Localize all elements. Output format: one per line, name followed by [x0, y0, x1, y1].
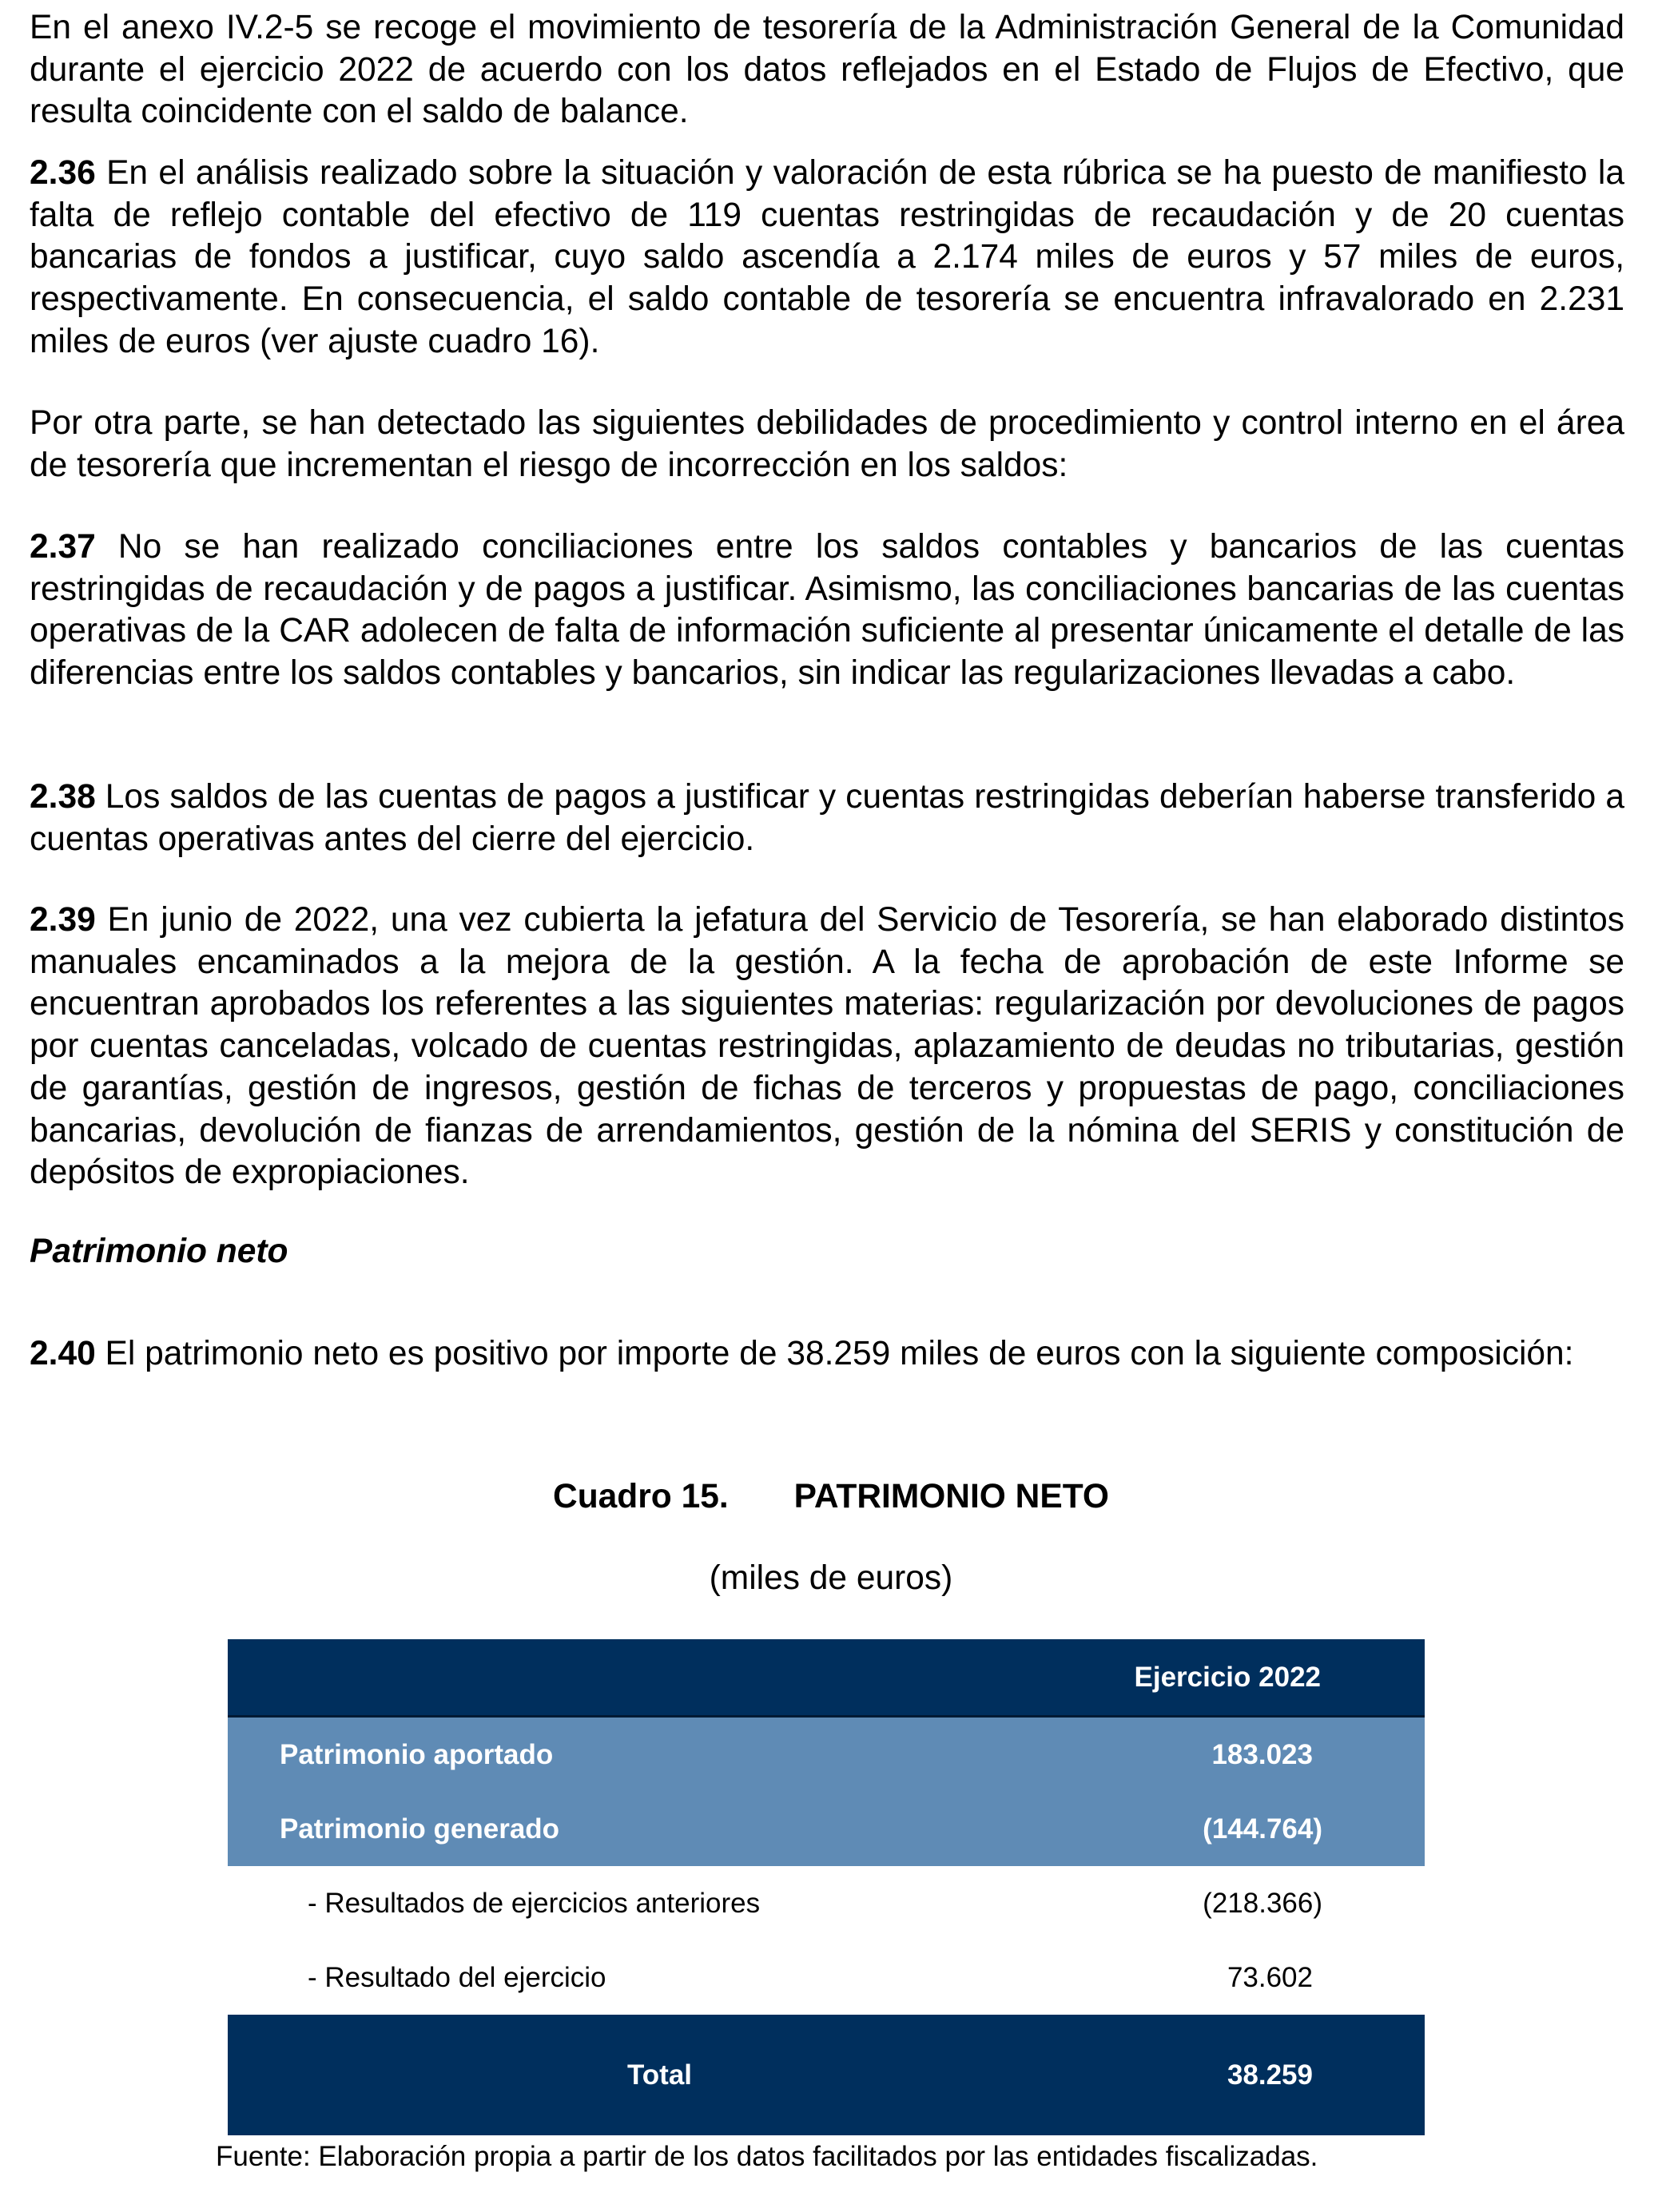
table-row: [228, 1718, 1425, 1792]
paragraph-2-37: [30, 526, 1624, 695]
paragraph-text: En el anexo IV.2-5 se recoge el movimiento de tesorería de la Administración General de la Comunidad durante el ejercicio 2022 de acuerdo con los datos reflejados en el Estado de Flujos de Efectivo, que resulta coincidente con el saldo de balance.: [30, 9, 1624, 131]
table-total-row: [228, 2015, 1425, 2135]
paragraph-text: Por otra parte, se han detectado las siguientes debilidades de procedimiento y control interno en el área de tesorería que incrementan el riesgo de incorrección en los saldos:: [30, 404, 1624, 484]
paragraph-number: 2.36: [30, 154, 96, 192]
paragraph-text: El patrimonio neto es positivo por importe de 38.259 miles de euros con la siguiente composición:: [95, 1335, 1574, 1372]
row-value: 183.023: [1211, 1738, 1313, 1770]
row-label: - Resultados de ejercicios anteriores: [308, 1887, 761, 1919]
table-row: [228, 1940, 1425, 2015]
paragraph-text: No se han realizado conciliaciones entre los saldos contables y bancarios de las cuentas restringidas de recaudación y de pagos a justificar. Asimismo, las conciliaciones bancarias de las cuentas operativas de la CAR adolecen de falta de información suficiente al presentar únicamente el detalle de las diferencias entre los saldos contables y bancarios, sin indicar las regularizaciones llevadas a cabo.: [30, 528, 1624, 693]
paragraph-2-40: [30, 1333, 1624, 1376]
patrimonio-neto-table: [228, 1639, 1425, 2135]
column-header: Ejercicio 2022: [1134, 1661, 1321, 1693]
row-value: (144.764): [1203, 1813, 1322, 1845]
paragraph-2-39: [30, 899, 1624, 1194]
row-label: Patrimonio generado: [280, 1813, 560, 1845]
row-value: 73.602: [1227, 1961, 1313, 1993]
table-source: Fuente: Elaboración propia a partir de los datos facilitados por las entidades fiscalizadas.: [216, 2141, 1318, 2172]
table-header-row: [228, 1639, 1425, 1718]
paragraph-text: Los saldos de las cuentas de pagos a justificar y cuentas restringidas deberían haberse transferido a cuentas operativas antes del cierre del ejercicio.: [30, 778, 1624, 858]
paragraph-number: 2.37: [30, 528, 96, 566]
table-row: [228, 1792, 1425, 1866]
row-label: Patrimonio aportado: [280, 1738, 554, 1770]
total-value: 38.259: [1227, 2059, 1313, 2091]
paragraph-weaknesses-intro: [30, 403, 1624, 486]
row-label: - Resultado del ejercicio: [308, 1961, 606, 1993]
paragraph-text: En el análisis realizado sobre la situación y valoración de esta rúbrica se ha puesto de manifiesto la falta de reflejo contable del efectivo de 119 cuentas restringidas de recaudación y de 20 cuentas bancarias de fondos a justificar, cuyo saldo ascendía a 2.174 miles de euros y 57 miles de euros, respectivamente. En consecuencia, el saldo contable de tesorería se encuentra infravalorado en 2.231 miles de euros (ver ajuste cuadro 16).: [30, 154, 1624, 360]
table-units: (miles de euros): [709, 1559, 953, 1597]
caption-title: PATRIMONIO NETO: [793, 1478, 1109, 1515]
section-heading: Patrimonio neto: [30, 1233, 288, 1270]
table-row: [228, 1866, 1425, 1940]
table-caption: [0, 1476, 1662, 1519]
caption-number: Cuadro 15.: [553, 1478, 729, 1515]
paragraph-2-36: [30, 153, 1624, 363]
paragraph-2-38: [30, 776, 1624, 860]
row-value: (218.366): [1203, 1887, 1322, 1919]
total-label: Total: [627, 2059, 693, 2091]
paragraph-number: 2.38: [30, 778, 96, 816]
paragraph-number: 2.40: [30, 1335, 96, 1372]
paragraph-number: 2.39: [30, 901, 96, 939]
paragraph-text: En junio de 2022, una vez cubierta la jefatura del Servicio de Tesorería, se han elaborado distintos manuales encaminados a la mejora de la gestión. A la fecha de aprobación de este Informe se encuentran aprobados los referentes a las siguientes materias: regularización por devoluciones de pagos por cuentas canceladas, volcado de cuentas restringidas, aplazamiento de deudas no tributarias, gestión de garantías, gestión de ingresos, gestión de fichas de terceros y propuestas de pago, conciliaciones bancarias, devolución de fianzas de arrendamientos, gestión de la nómina del SERIS y constitución de depósitos de expropiaciones.: [30, 901, 1624, 1192]
paragraph-treasury-movement: [30, 7, 1624, 133]
